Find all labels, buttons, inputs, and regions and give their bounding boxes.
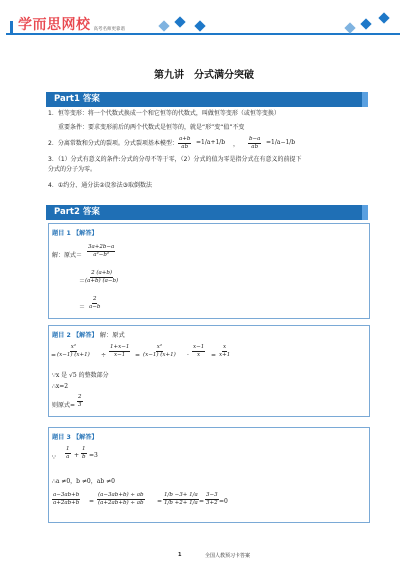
q2-fraction-2: $\frac{1+x-1}{x-1}$: [110, 344, 130, 358]
decor-diamond-icon: [378, 12, 389, 23]
q3-frac-1a: $\frac{1}{a}$: [66, 446, 70, 460]
q1-eq-3: ＝: [79, 304, 86, 311]
decor-diamond-icon: [158, 20, 169, 31]
q1-f3-den: a−b: [89, 304, 101, 310]
model-fraction-1: $\frac{a+b}{ab}$: [179, 136, 191, 150]
part1-line-2: 重要条件：要求变形前后的两个代数式是恒等的，就是“形”变“值”不变: [58, 124, 245, 131]
question-1-label: [52, 228, 98, 237]
part2-heading: [46, 205, 368, 220]
q1-eq-2: ＝: [79, 278, 86, 285]
decor-diamond-icon: [360, 18, 371, 29]
logo-text: 学而思网校: [18, 17, 91, 33]
q2-tail: 解：原式: [99, 332, 125, 339]
question-3-label: [52, 432, 98, 441]
q1-f2-num: 2 (a+b): [91, 270, 113, 276]
part1-heading-text: Part1 答案: [54, 94, 100, 104]
part2-heading-text: Part2 答案: [54, 207, 100, 217]
question-3-box: [48, 427, 370, 523]
part1-line-3: 2．分离常数和分式的裂项。分式裂项基本模型：: [48, 140, 178, 147]
q3-frac-1b: $\frac{1}{b}$: [81, 446, 86, 460]
q2-mul-sign: ·: [187, 352, 189, 359]
q2-eq-sign-3: =: [211, 352, 217, 359]
decor-diamond-icon: [194, 20, 205, 31]
question-2-box: [48, 325, 370, 417]
q3-line-2: ∴a ≠0，b ≠0，ab ≠0: [52, 478, 115, 485]
q2-answer-tag: 【解答】: [73, 332, 98, 339]
q2-result-den: 3: [78, 402, 82, 408]
model-eq-1: =1/a+1/b: [196, 139, 226, 146]
q1-fraction-1: [87, 244, 115, 259]
q3-num-fraction: $\frac{3-3}{3+2}$: [206, 492, 218, 506]
q2-result-fraction: [77, 394, 83, 409]
heading-accent: [362, 92, 368, 107]
q1-fraction-3: [89, 296, 100, 311]
q2-fraction-5: $\frac{x}{x+1}$: [219, 344, 231, 358]
logo-subtitle: 高考名师更靠谱: [93, 27, 125, 32]
decor-diamond-icon: [174, 16, 185, 27]
q1-prefix: 解：原式＝: [52, 252, 83, 259]
q3-lhs-fraction: $\frac{a-3ab+b}{a+2ab+b}$: [53, 492, 80, 506]
q2-line-2: ∵x 是 √5 的整数部分: [52, 372, 109, 379]
q2-title: 题目 2: [52, 332, 71, 339]
q2-eq-sign-2: =: [135, 352, 141, 359]
decor-diamond-icon: [344, 22, 355, 33]
brand-logo: [10, 16, 125, 34]
model-eq-2: =1/a−1/b: [266, 139, 296, 146]
q3-title: 题目 3: [52, 434, 71, 441]
q3-eq-b: =: [157, 498, 163, 505]
heading-accent: [362, 205, 368, 220]
question-2-label: [52, 330, 125, 339]
q1-f3-num: 2: [92, 296, 97, 302]
q1-f1-num: 3a+2b−a: [88, 244, 115, 250]
part1-line-1: 1．恒等变形：将一个代数式换成一个和它恒等的代数式，叫做恒等变形（或恒等变换）: [48, 110, 280, 117]
part1-line-6: 4．①约分、通分法②设参法③取倒数法: [48, 182, 152, 189]
q3-plus: +: [74, 452, 80, 459]
q3-eq-3: =3: [89, 452, 98, 459]
q2-result-num: 2: [78, 394, 82, 400]
q3-eq-c: =: [199, 498, 205, 505]
part1-line-5: 分式的分子为零。: [48, 166, 97, 173]
logo-bar: [10, 21, 13, 34]
q3-because: ∵: [52, 454, 56, 461]
q1-answer-tag: 【解答】: [73, 230, 98, 237]
q2-eq-sign: =: [51, 352, 57, 359]
q2-fraction-4: $\frac{x-1}{x}$: [193, 344, 205, 358]
q1-title: 题目 1: [52, 230, 71, 237]
part1-line-4: 3．（1）分式有意义的条件:分式的分母不等于零，（2）分式的值为零是指分式在有意义的前提下: [48, 156, 302, 163]
q2-line-3: ∴x=2: [52, 383, 69, 390]
q1-fraction-2: [85, 270, 118, 285]
q2-fraction-3: $\frac{\text{x²}}{(x-1) (x+1)}$: [143, 344, 176, 358]
footer-text: 全国人教预习卡答案: [205, 553, 251, 559]
page-title: 第九讲 分式满分突破: [154, 70, 254, 81]
q1-f1-den: a²−b²: [93, 252, 110, 258]
q2-line-4: 则原式=: [52, 402, 76, 409]
model-separator: ，: [233, 141, 240, 148]
page-number: 1: [178, 552, 182, 558]
question-1-box: [48, 223, 370, 319]
q3-eq-a: =: [89, 498, 95, 505]
q2-fraction-1: $\frac{\text{x²}}{(x-1) (x+1)}$: [57, 344, 90, 358]
q3-sub-fraction: $\frac{1/b -3+ 1/a}{1/b +2+ 1/a}$: [164, 492, 198, 506]
q2-div-sign: ÷: [101, 352, 107, 359]
q3-final: =0: [219, 498, 228, 505]
model-fraction-2: $\frac{b-a}{ab}$: [249, 136, 261, 150]
part1-heading: [46, 92, 368, 107]
q3-mid-fraction: $\frac{(a-3ab+b) \div ab}{(a+2ab+b) \div ab}$: [98, 492, 144, 506]
q1-f2-den: (a+b) (a−b): [85, 278, 119, 284]
q3-answer-tag: 【解答】: [73, 434, 98, 441]
